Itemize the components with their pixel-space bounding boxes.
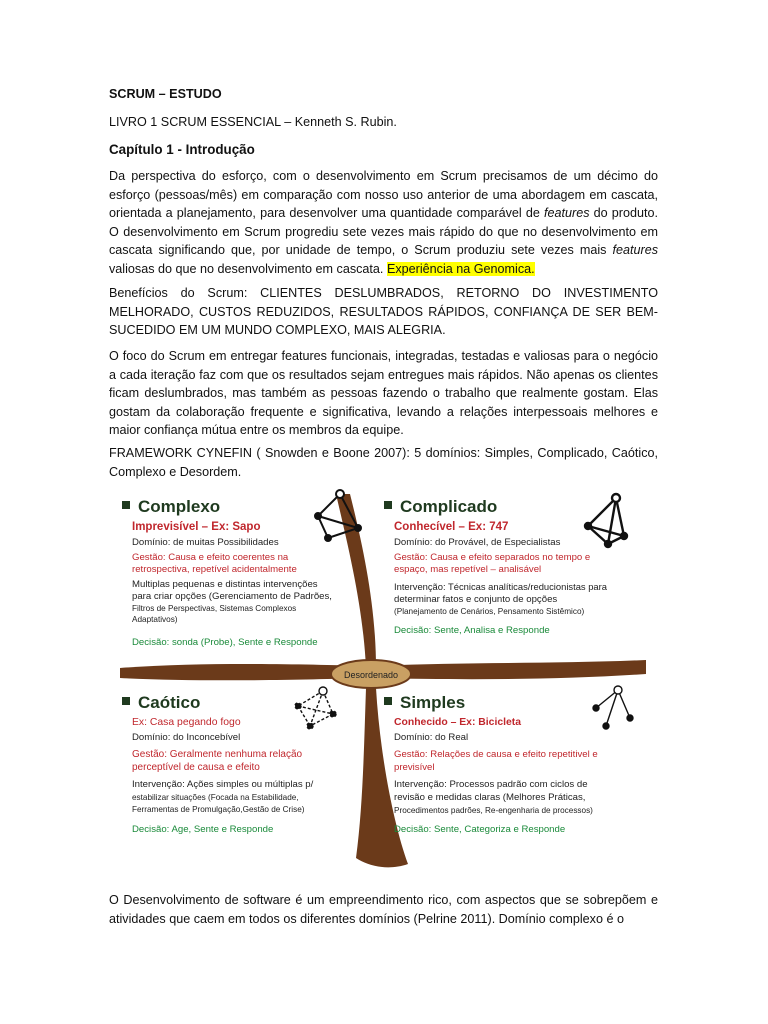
quadrant-intervention: revisão e medidas claras (Melhores Práticas, [394,792,586,803]
quadrant-decision: Decisão: sonda (Probe), Sente e Responde [132,637,318,648]
quadrant-title: Simples [400,693,466,712]
quadrant-management: Gestão: Relações de causa e efeito repetitivel e [394,749,598,760]
cynefin-framework-figure [118,486,648,878]
bullet [384,697,392,705]
quadrant-intervention: Adaptativos) [132,615,178,624]
paragraph-cynefin: FRAMEWORK CYNEFIN ( Snowden e Boone 2007): 5 domínios: Simples, Complicado, Caótico, Complexo e Desordem. [109,446,658,479]
quadrant-management: previsível [394,762,435,773]
highlighted-note: Experiência na Genomica. [386,261,535,276]
bullet [122,501,130,509]
quadrant-complicated [384,497,608,636]
paragraph-effort-text-a: Da perspectiva do esforço, com o desenvolvimento em Scrum precisamos de um décimo do esforço (pessoas/mês) em comparação com nosso uso anterior de uma abordagem em cascata, orientada a planejamento, para desenvolver uma quantidade comparável de [109,169,658,220]
quadrant-decision: Decisão: Sente, Analisa e Responde [394,625,550,636]
center-label: Desordenado [343,670,399,680]
quadrant-management: Gestão: Causa e efeito coerentes na [132,552,289,563]
quadrant-subtitle: Conhecível – Ex: 747 [394,521,509,533]
quadrant-intervention: para criar opções (Gerenciamento de Padrões, [132,591,332,602]
quadrant-chaotic [122,693,314,835]
quadrant-domain: Domínio: do Provável, de Especialistas [394,537,561,548]
quadrant-intervention: estabilizar situações (Focada na Estabilidade, [132,793,299,802]
quadrant-decision: Decisão: Age, Sente e Responde [132,824,274,835]
quadrant-domain: Domínio: de muitas Possibilidades [132,537,279,548]
quadrant-title: Complicado [400,497,498,516]
book-reference: LIVRO 1 SCRUM ESSENCIAL – Kenneth S. Rubin. [109,115,397,129]
quadrant-intervention: Procedimentos padrões, Re-engenharia de processos) [394,806,593,815]
doc-title: SCRUM – ESTUDO [109,87,222,101]
quadrant-intervention: Intervenção: Processos padrão com ciclos de [394,779,588,790]
bullet [384,501,392,509]
quadrant-management: retrospectiva, repetível acidentalmente [132,564,297,575]
features-term: features [543,206,590,220]
bullet [122,697,130,705]
quadrant-domain: Domínio: do Real [394,732,469,743]
quadrant-intervention: Ferramentas de Promulgação,Gestão de Crise) [132,805,305,814]
chapter-heading: Capítulo 1 - Introdução [109,142,255,157]
quadrant-management: perceptível de causa e efeito [132,762,260,773]
paragraph-effort-text-b: do produto. O desenvolvimento em Scrum progrediu sete vezes mais rápido do que no desenvolvimento em cascata significando que, por unidade de tempo, o Scrum produziu sete vezes mais [109,206,659,257]
quadrant-intervention: Filtros de Perspectivas, Sistemas Complexos [132,604,297,613]
quadrant-simple [384,693,598,835]
features-term: features [612,243,658,257]
quadrant-intervention: Intervenção: Técnicas analíticas/reducionistas para [394,581,607,592]
chaotic-network-icon [295,687,336,729]
quadrant-subtitle: Imprevisível – Ex: Sapo [132,521,261,533]
quadrant-management: Gestão: Geralmente nenhuma relação [132,749,303,760]
paragraph-effort-text-c: valiosas do que no desenvolvimento em cascata. [109,261,387,276]
paragraph-effort [109,167,658,278]
quadrant-subtitle: Conhecido – Ex: Bicicleta [394,717,522,728]
simple-network-icon [593,686,633,729]
complicated-network-icon [585,494,627,547]
quadrant-decision: Decisão: Sente, Categoriza e Responde [394,824,566,835]
quadrant-title: Caótico [138,693,201,712]
paragraph-focus: O foco do Scrum em entregar features funcionais, integradas, testadas e valiosas para o negócio a cada iteração faz com que os resultados sejam entregues mais rápidos. Não apenas os clientes ficam deslumbrados, mas também as pessoas fazendo o trabalho que realmente gostam. Elas gostam da colaboração frequente e significativa, levando a relações interpessoais melhores e maior confiança mútua entre os membros da equipe. [109,349,658,437]
quadrant-management: espaço, mas repetível – analisável [394,564,542,575]
quadrant-intervention: Multiplas pequenas e distintas intervenções [132,579,318,590]
quadrant-management: Gestão: Causa e efeito separados no tempo e [394,552,591,563]
quadrant-title: Complexo [138,497,221,516]
quadrant-domain: Domínio: do Inconcebível [132,732,241,743]
paragraph-benefits: Benefícios do Scrum: CLIENTES DESLUMBRADOS, RETORNO DO INVESTIMENTO MELHORADO, CUSTOS REDUZIDOS, RESULTADOS RÁPIDOS, CONFIANÇA DE SER BEM-SUCEDIDO EM UM MUNDO COMPLEXO, MAIS ALEGRIA. [109,286,658,337]
quadrant-subtitle: Ex: Casa pegando fogo [132,717,241,728]
quadrant-intervention: determinar fatos e conjunto de opções [394,594,558,605]
paragraph-software-development: O Desenvolvimento de software é um empreendimento rico, com aspectos que se sobrepõem e atividades que caem em todos os diferentes domínios (Pelrine 2011). Domínio complexo é o [109,893,658,926]
quadrant-intervention: (Planejamento de Cenários, Pensamento Sistêmico) [394,607,585,616]
quadrant-intervention: Intervenção: Ações simples ou múltiplas p/ [132,779,314,790]
quadrant-complex [122,497,332,648]
